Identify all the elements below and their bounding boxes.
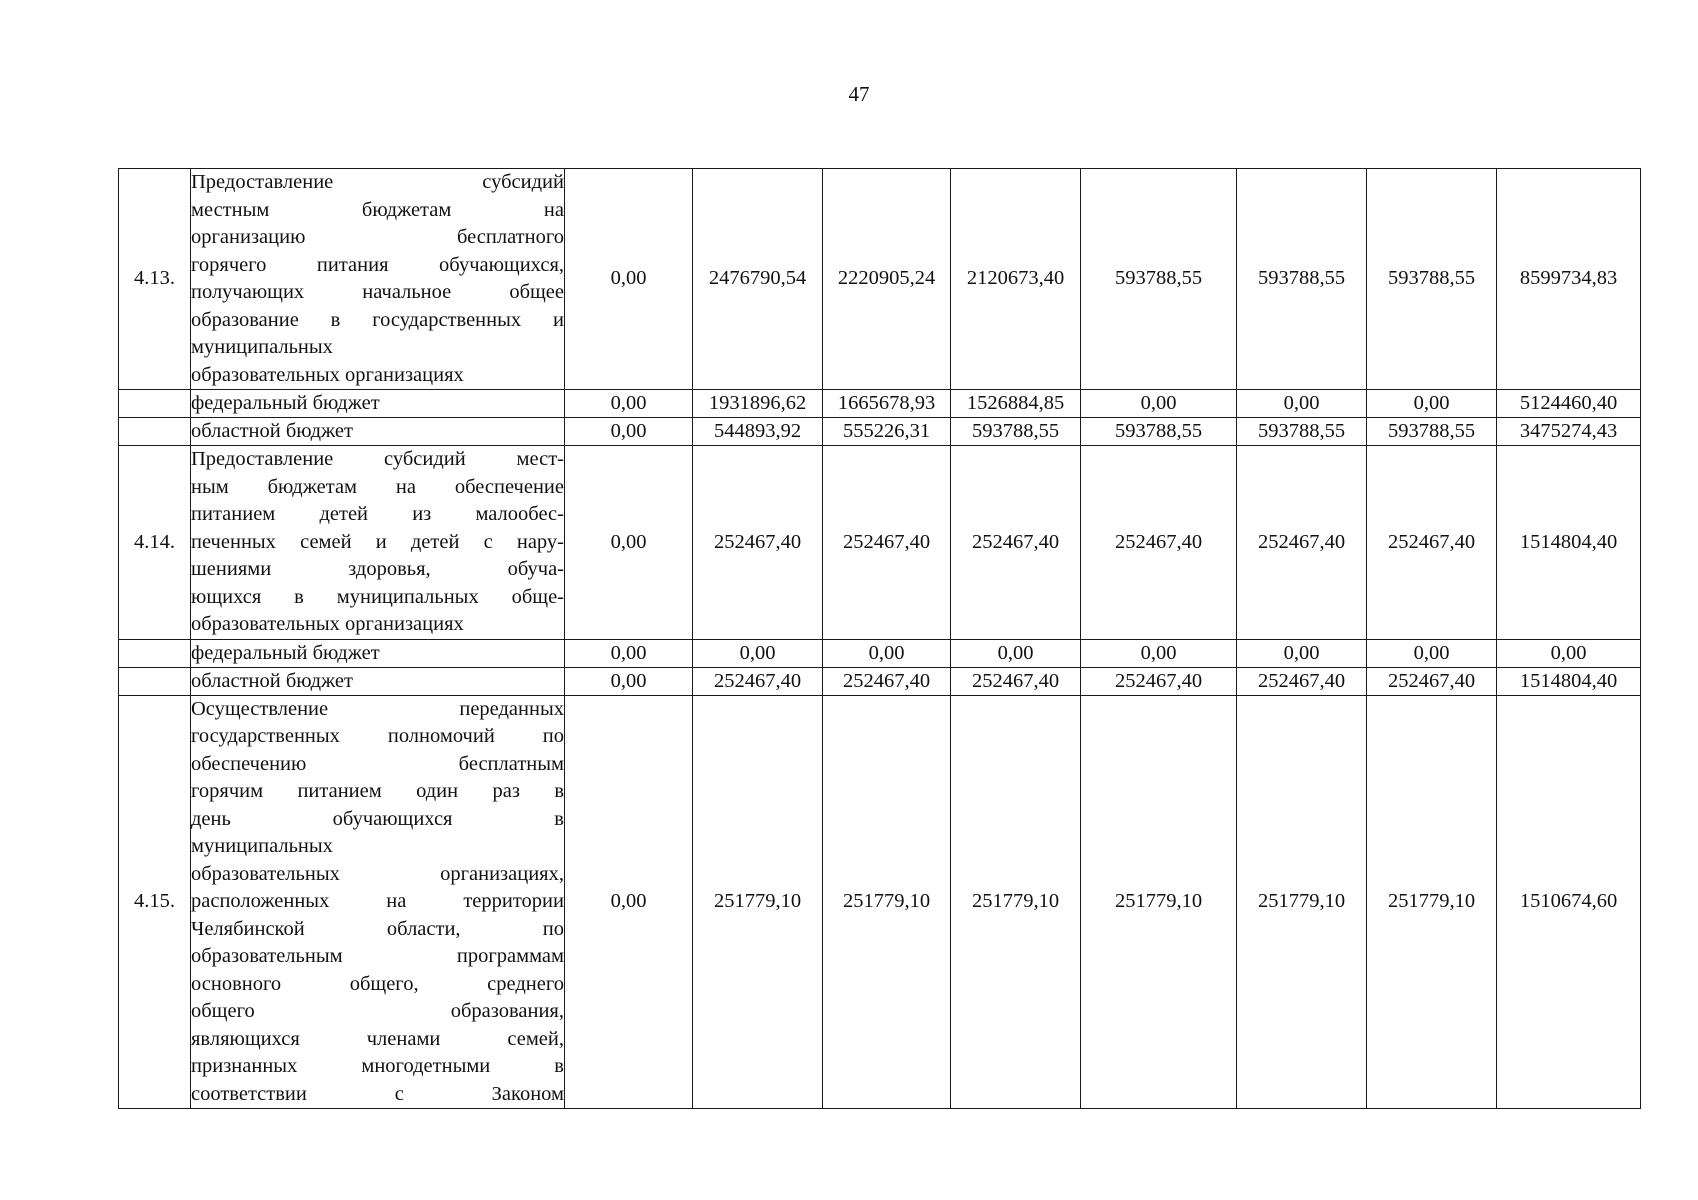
description-line: Осуществление переданных (191, 697, 564, 720)
description-line: общего образования, (191, 1000, 564, 1022)
description-line: местным бюджетам на (191, 198, 564, 221)
description-line: шениями здоровья, обуча- (191, 558, 564, 580)
budget-source-label: федеральный бюджет (191, 390, 565, 418)
description-line: основного общего, среднего (191, 972, 564, 995)
value-cell: 252467,40 (1237, 667, 1367, 695)
value-cell: 0,00 (1237, 639, 1367, 667)
value-cell: 0,00 (565, 695, 693, 1109)
value-cell: 593788,55 (951, 418, 1081, 446)
description-line: организацию бесплатного (191, 226, 564, 248)
description-line: печенных семей и детей с нару- (191, 530, 564, 553)
row-description (191, 446, 565, 640)
description-line: муниципальных (191, 835, 333, 857)
description-line: государственных полномочий по (191, 725, 564, 747)
row-description (191, 169, 565, 390)
table-row (119, 667, 1641, 695)
description-line: образование в государственных и (191, 308, 564, 331)
description-line: ным бюджетам на обеспечение (191, 475, 564, 498)
value-cell: 2476790,54 (693, 169, 823, 390)
value-cell: 251779,10 (1367, 695, 1497, 1109)
description-line: расположенных на территории (191, 890, 564, 912)
value-cell: 1665678,93 (823, 390, 951, 418)
value-cell: 0,00 (1367, 390, 1497, 418)
value-cell: 593788,55 (1367, 418, 1497, 446)
description-line: Челябинской области, по (191, 917, 564, 940)
value-cell: 0,00 (565, 390, 693, 418)
value-cell: 555226,31 (823, 418, 951, 446)
value-cell: 0,00 (1081, 390, 1237, 418)
value-cell: 1931896,62 (693, 390, 823, 418)
value-cell: 593788,55 (1081, 418, 1237, 446)
row-number: 4.13. (119, 169, 191, 390)
value-cell: 251779,10 (1237, 695, 1367, 1109)
table-row (119, 418, 1641, 446)
description-line: обеспечению бесплатным (191, 752, 564, 775)
value-cell: 252467,40 (951, 446, 1081, 640)
value-cell: 544893,92 (693, 418, 823, 446)
value-cell: 251779,10 (823, 695, 951, 1109)
value-cell: 252467,40 (951, 667, 1081, 695)
table-row (119, 169, 1641, 390)
value-cell: 251779,10 (693, 695, 823, 1109)
value-cell: 252467,40 (693, 667, 823, 695)
value-total-cell: 8599734,83 (1497, 169, 1641, 390)
budget-source-label: областной бюджет (191, 667, 565, 695)
description-line: соответствии с Законом (191, 1082, 564, 1105)
value-cell: 0,00 (1081, 639, 1237, 667)
table-row (119, 390, 1641, 418)
value-cell: 252467,40 (1081, 446, 1237, 640)
value-cell: 0,00 (951, 639, 1081, 667)
value-cell: 2220905,24 (823, 169, 951, 390)
value-cell: 252467,40 (823, 667, 951, 695)
value-cell: 252467,40 (1367, 446, 1497, 640)
value-cell: 2120673,40 (951, 169, 1081, 390)
value-cell: 252467,40 (823, 446, 951, 640)
value-total-cell: 3475274,43 (1497, 418, 1641, 446)
value-cell: 252467,40 (693, 446, 823, 640)
budget-table (118, 168, 1641, 1109)
description-line: питанием детей из малообес- (191, 503, 564, 525)
description-line: являющихся членами семей, (191, 1027, 564, 1050)
value-cell: 0,00 (565, 446, 693, 640)
value-cell: 0,00 (565, 639, 693, 667)
description-line: Предоставление субсидий (191, 171, 564, 193)
value-cell: 251779,10 (951, 695, 1081, 1109)
value-cell: 0,00 (1237, 390, 1367, 418)
description-line: получающих начальное общее (191, 281, 564, 303)
value-total-cell: 0,00 (1497, 639, 1641, 667)
description-line: образовательным программам (191, 945, 564, 967)
description-line: горячего питания обучающихся, (191, 253, 564, 276)
value-cell: 593788,55 (1081, 169, 1237, 390)
value-total-cell: 5124460,40 (1497, 390, 1641, 418)
description-line: образовательных организациях, (191, 862, 564, 885)
value-cell: 593788,55 (1367, 169, 1497, 390)
page-number: 47 (848, 82, 870, 106)
value-cell: 251779,10 (1081, 695, 1237, 1109)
value-cell: 252467,40 (1367, 667, 1497, 695)
table-row (119, 695, 1641, 1109)
value-cell: 0,00 (823, 639, 951, 667)
value-cell: 252467,40 (1237, 446, 1367, 640)
value-cell: 593788,55 (1237, 418, 1367, 446)
description-line: горячим питанием один раз в (191, 780, 564, 802)
value-total-cell: 1510674,60 (1497, 695, 1641, 1109)
description-line: день обучающихся в (191, 807, 564, 830)
budget-source-label: областной бюджет (191, 418, 565, 446)
value-cell: 0,00 (1367, 639, 1497, 667)
table-row (119, 639, 1641, 667)
description-line: ющихся в муниципальных обще- (191, 585, 564, 608)
value-cell: 252467,40 (1081, 667, 1237, 695)
table-row (119, 446, 1641, 640)
description-line: Предоставление субсидий мест- (191, 448, 564, 470)
description-line: образовательных организациях (191, 363, 464, 386)
value-cell: 0,00 (565, 418, 693, 446)
value-cell: 593788,55 (1237, 169, 1367, 390)
value-cell: 1526884,85 (951, 390, 1081, 418)
description-line: признанных многодетными в (191, 1055, 564, 1077)
row-number (119, 418, 191, 446)
row-number (119, 667, 191, 695)
value-cell: 0,00 (565, 667, 693, 695)
description-line: муниципальных (191, 336, 333, 358)
row-number: 4.14. (119, 446, 191, 640)
row-number: 4.15. (119, 695, 191, 1109)
row-number (119, 390, 191, 418)
description-line: образовательных организациях (191, 613, 464, 635)
value-total-cell: 1514804,40 (1497, 667, 1641, 695)
value-cell: 0,00 (565, 169, 693, 390)
row-number (119, 639, 191, 667)
row-description (191, 695, 565, 1109)
value-total-cell: 1514804,40 (1497, 446, 1641, 640)
budget-source-label: федеральный бюджет (191, 639, 565, 667)
value-cell: 0,00 (693, 639, 823, 667)
